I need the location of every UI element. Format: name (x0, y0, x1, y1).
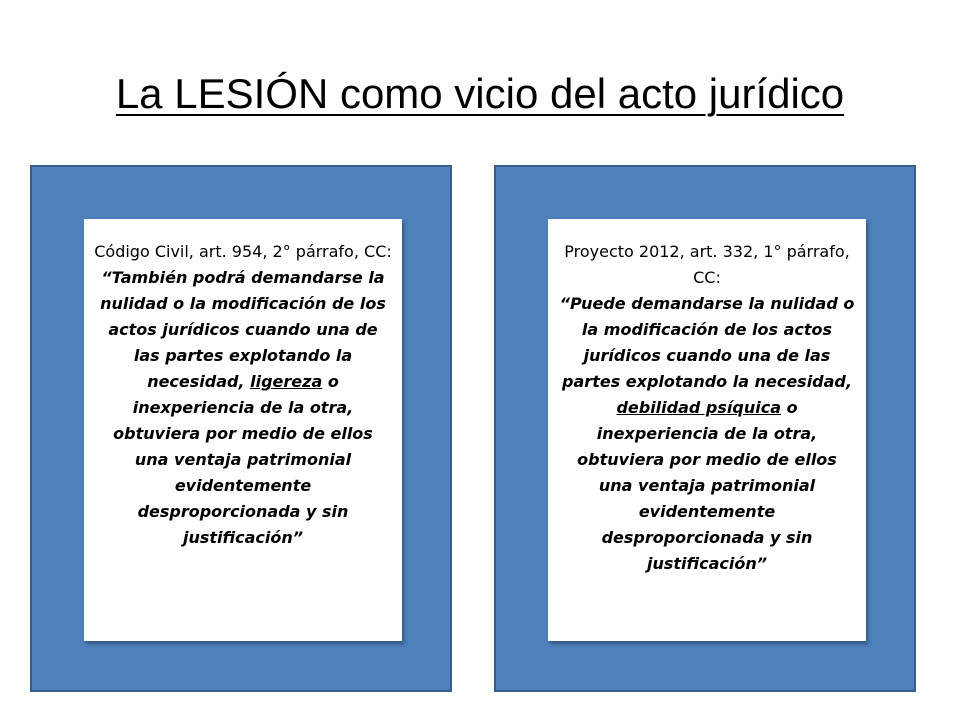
left-panel-quote-start: “También podrá demandarse la nulidad o la modificación de los actos jurídicos cuando una de las partes explotando la necesidad, (100, 268, 386, 391)
right-panel-quote-underlined: debilidad psíquica (616, 398, 781, 417)
right-panel-citation: Proyecto 2012, art. 332, 1° párrafo, CC: (564, 242, 850, 287)
left-panel-quote-end: o inexperiencia de la otra, obtuviera por medio de ellos una ventaja patrimonial evidentemente desproporcionada y sin justificación” (113, 372, 373, 547)
slide-title (0, 68, 960, 120)
left-panel-quote (94, 265, 392, 551)
right-panel-quote (558, 291, 856, 577)
left-panel-citation: Código Civil, art. 954, 2° párrafo, CC: (94, 242, 392, 261)
left-panel-frame (30, 165, 452, 692)
right-panel-frame (494, 165, 916, 692)
right-panel-quote-start: “Puede demandarse la nulidad o la modificación de los actos jurídicos cuando una de las partes explotando la necesidad, (559, 294, 855, 391)
right-panel-quote-end: o inexperiencia de la otra, obtuviera por medio de ellos una ventaja patrimonial evidentemente desproporcionada y sin justificación” (577, 398, 837, 573)
slide-title-text: La LESIÓN como vicio del acto jurídico (115, 70, 845, 117)
left-panel-text-box (84, 219, 402, 641)
right-panel-text-box (548, 219, 866, 641)
left-panel-quote-underlined: ligereza (250, 372, 323, 391)
